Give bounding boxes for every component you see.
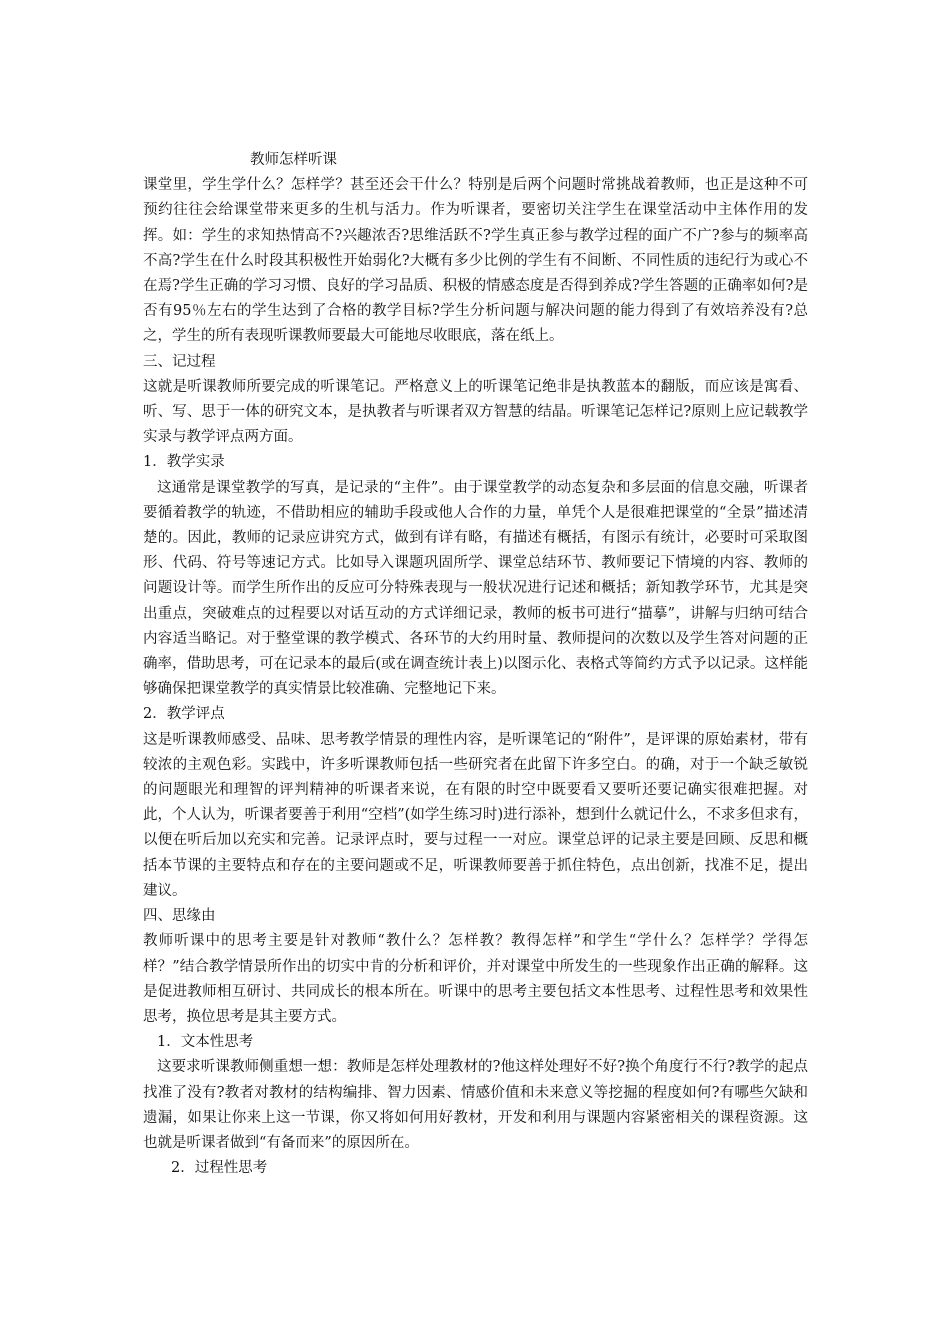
paragraph-3-2: 这是听课教师感受、品味、思考教学情景的理性内容，是听课笔记的“附件”，是评课的原始素材，带有较浓的主观色彩。实践中，许多听课教师包括一些研究者在此留下许多空白。的确，对于一个缺乏敏锐的问题眼光和理智的评判精神的听课者来说，在有限的时空中既要看又要听还要记确实很难把握。对此，个人认为，听课者要善于利用“空档”(如学生练习时)进行添补，想到什么就记什么，不求多但求有，以便在听后加以充实和完善。记录评点时，要与过程一一对应。课堂总评的记录主要是回顾、反思和概括本节课的主要特点和存在的主要问题或不足，听课教师要善于抓住特色，点出创新，找准不足，提出建议。 (143, 731, 808, 899)
subheading-3-2: 2．教学评点 (143, 706, 225, 723)
subheading-3-1: 1．教学实录 (143, 454, 225, 471)
section-heading-4: 四、思缘由 (143, 908, 216, 925)
section-heading-3: 三、记过程 (143, 353, 216, 370)
document-title: 教师怎样听课 (250, 152, 337, 168)
paragraph-4: 教师听课中的思考主要是针对教师“教什么？怎样教？教得怎样”和学生“学什么？怎样学？学得怎样？”结合教学情景所作出的切实中肯的分析和评价，并对课堂中所发生的一些现象作出正确的解释。这是促进教师相互研讨、共同成长的根本所在。听课中的思考主要包括文本性思考、过程性思考和效果性思考，换位思考是其主要方式。 (143, 933, 808, 1025)
document-page (143, 148, 808, 1181)
subheading-4-2: 2．过程性思考 (171, 1160, 268, 1177)
subheading-4-1: 1．文本性思考 (157, 1034, 254, 1051)
paragraph-3: 这就是听课教师所要完成的听课笔记。严格意义上的听课笔记绝非是执教蓝本的翻版，而应该是寓看、听、写、思于一体的研究文本，是执教者与听课者双方智慧的结晶。听课笔记怎样记?原则上应记载教学实录与教学评点两方面。 (143, 378, 808, 446)
paragraph-3-1: 这通常是课堂教学的写真，是记录的“主件”。由于课堂教学的动态复杂和多层面的信息交融，听课者要循着教学的轨迹，不借助相应的辅助手段或他人合作的力量，单凭个人是很难把课堂的“全景”描述清楚的。因此，教师的记录应讲究方式，做到有详有略，有描述有概括，有图示有统计，必要时可采取图形、代码、符号等速记方式。比如导入课题巩固所学、课堂总结环节、教师要记下情境的内容、教师的问题设计等。而学生所作出的反应可分特殊表现与一般状况进行记述和概括；新知教学环节，尤其是突出重点，突破难点的过程要以对话互动的方式详细记录，教师的板书可进行“描摹”，讲解与归纳可结合内容适当略记。对于整堂课的教学模式、各环节的大约用时量、教师提问的次数以及学生答对问题的正确率，借助思考，可在记录本的最后(或在调查统计表上)以图示化、表格式等简约方式予以记录。这样能够确保把课堂教学的真实情景比较准确、完整地记下来。 (143, 479, 808, 698)
paragraph-4-1: 这要求听课教师侧重想一想：教师是怎样处理教材的?他这样处理好不好?换个角度行不行?教学的起点找准了没有?教者对教材的结构编排、智力因素、情感价值和未来意义等挖掘的程度如何?有哪些欠缺和遗漏，如果让你来上这一节课，你又将如何用好教材，开发和利用与课题内容紧密相关的课程资源。这也就是听课者做到“有备而来”的原因所在。 (143, 1059, 808, 1151)
paragraph-intro: 课堂里，学生学什么？怎样学？甚至还会干什么？特别是后两个问题时常挑战着教师，也正是这种不可预约往往会给课堂带来更多的生机与活力。作为听课者，要密切关注学生在课堂活动中主体作用的发挥。如：学生的求知热情高不?兴趣浓否?思维活跃不?学生真正参与教学过程的面广不广?参与的频率高不高?学生在什么时段其积极性开始弱化?大概有多少比例的学生有不间断、不同性质的违纪行为或心不在焉?学生正确的学习习惯、良好的学习品质、积极的情感态度是否得到养成?学生答题的正确率如何?是否有95％左右的学生达到了合格的教学目标?学生分析问题与解决问题的能力得到了有效培养没有?总之，学生的所有表现听课教师要最大可能地尽收眼底，落在纸上。 (143, 177, 808, 345)
